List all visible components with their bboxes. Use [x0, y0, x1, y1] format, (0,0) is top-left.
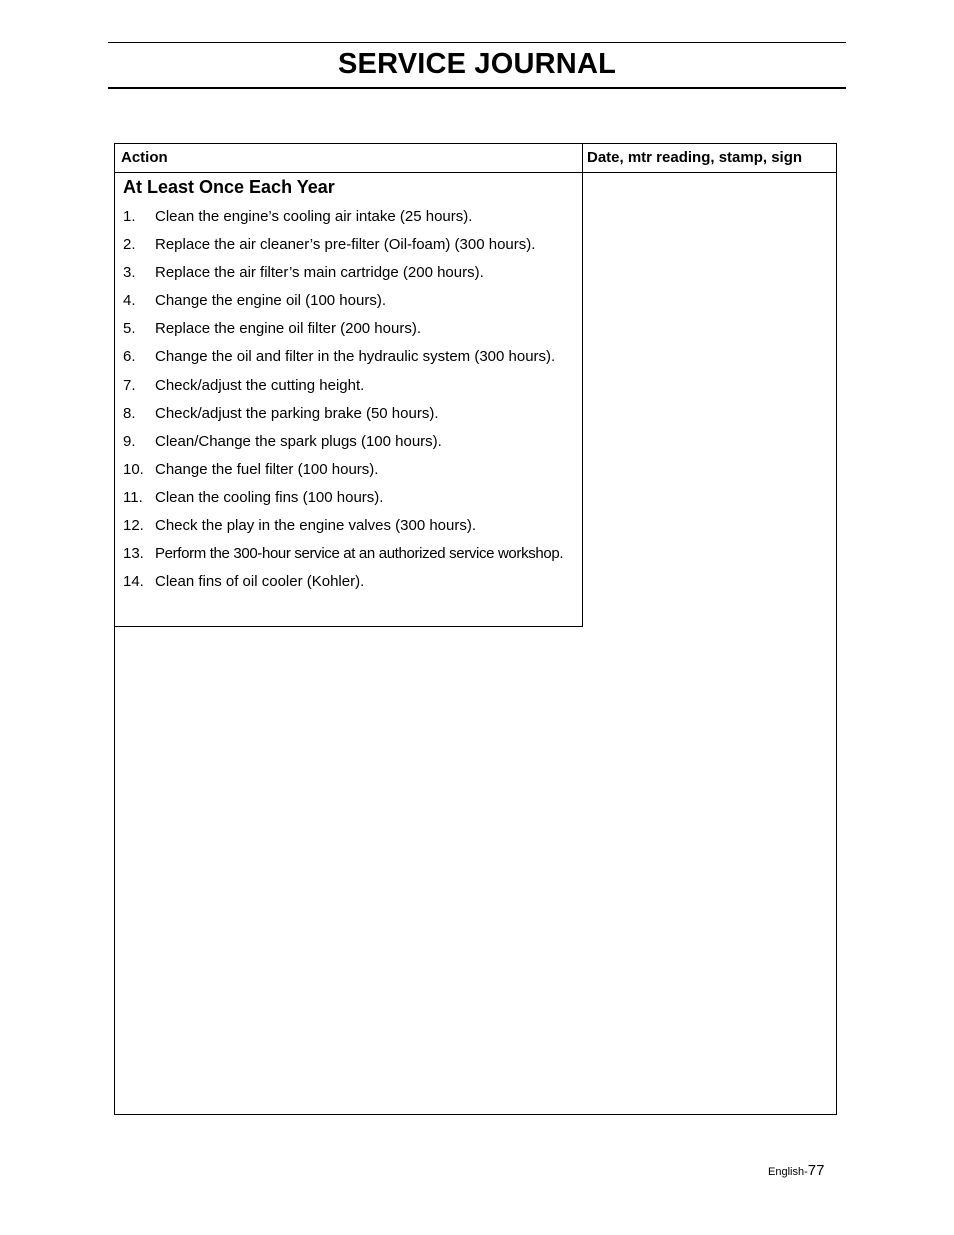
task-text: Replace the air cleaner’s pre-filter (Oil-foam) (300 hours).: [155, 236, 536, 254]
task-text: Perform the 300-hour service at an authorized service workshop.: [155, 545, 564, 563]
task-number: 9.: [123, 432, 136, 450]
task-text: Check/adjust the parking brake (50 hours).: [155, 404, 439, 422]
task-number: 3.: [123, 264, 136, 282]
task-item: [115, 261, 582, 289]
task-number: 4.: [123, 292, 136, 310]
task-text: Change the fuel filter (100 hours).: [155, 460, 379, 478]
task-number: 14.: [123, 573, 144, 591]
header-rule-top: [108, 42, 846, 43]
task-item: [115, 233, 582, 261]
task-text: Clean the cooling fins (100 hours).: [155, 488, 384, 506]
task-number: 12.: [123, 517, 144, 535]
task-text: Change the oil and filter in the hydraulic system (300 hours).: [155, 348, 556, 366]
section-title: At Least Once Each Year: [123, 177, 335, 197]
column-header-date: Date, mtr reading, stamp, sign: [587, 149, 803, 166]
task-item: [115, 514, 582, 542]
task-text: Clean fins of oil cooler (Kohler).: [155, 573, 365, 591]
task-text: Replace the air filter’s main cartridge (200 hours).: [155, 264, 484, 282]
task-number: 6.: [123, 348, 136, 366]
column-divider: [582, 144, 583, 626]
task-item: [115, 317, 582, 345]
task-number: 10.: [123, 460, 144, 478]
page-number: 77: [807, 1162, 825, 1179]
action-cell-bottom-border: [115, 626, 583, 627]
task-item: [115, 486, 582, 514]
header-rule-bottom: [108, 87, 846, 89]
task-item: [115, 205, 582, 233]
task-item: [115, 430, 582, 458]
task-number: 5.: [123, 320, 136, 338]
task-text: Check/adjust the cutting height.: [155, 376, 365, 394]
column-header-action: Action: [121, 149, 168, 166]
task-item: [115, 374, 582, 402]
task-number: 2.: [123, 236, 136, 254]
task-number: 8.: [123, 404, 136, 422]
task-item: [115, 458, 582, 486]
task-item: [115, 542, 582, 570]
task-text: Check the play in the engine valves (300 hours).: [155, 517, 477, 535]
page-title: SERVICE JOURNAL: [337, 48, 617, 80]
task-item: [115, 570, 582, 598]
task-item: [115, 345, 582, 373]
task-number: 13.: [123, 545, 144, 563]
task-number: 1.: [123, 208, 136, 225]
page-footer: [768, 1160, 824, 1183]
task-number: 11.: [123, 488, 143, 506]
task-text: Clean the engine’s cooling air intake (25 hours).: [155, 208, 473, 225]
task-text: Clean/Change the spark plugs (100 hours).: [155, 432, 442, 450]
task-item: [115, 289, 582, 317]
task-list: [115, 205, 582, 598]
task-number: 7.: [123, 376, 136, 394]
task-text: Change the engine oil (100 hours).: [155, 292, 386, 310]
service-journal-table: [114, 143, 837, 1115]
footer-language: English-: [768, 1166, 808, 1178]
table-header-row: [115, 144, 836, 173]
task-item: [115, 402, 582, 430]
task-text: Replace the engine oil filter (200 hours).: [155, 320, 421, 338]
